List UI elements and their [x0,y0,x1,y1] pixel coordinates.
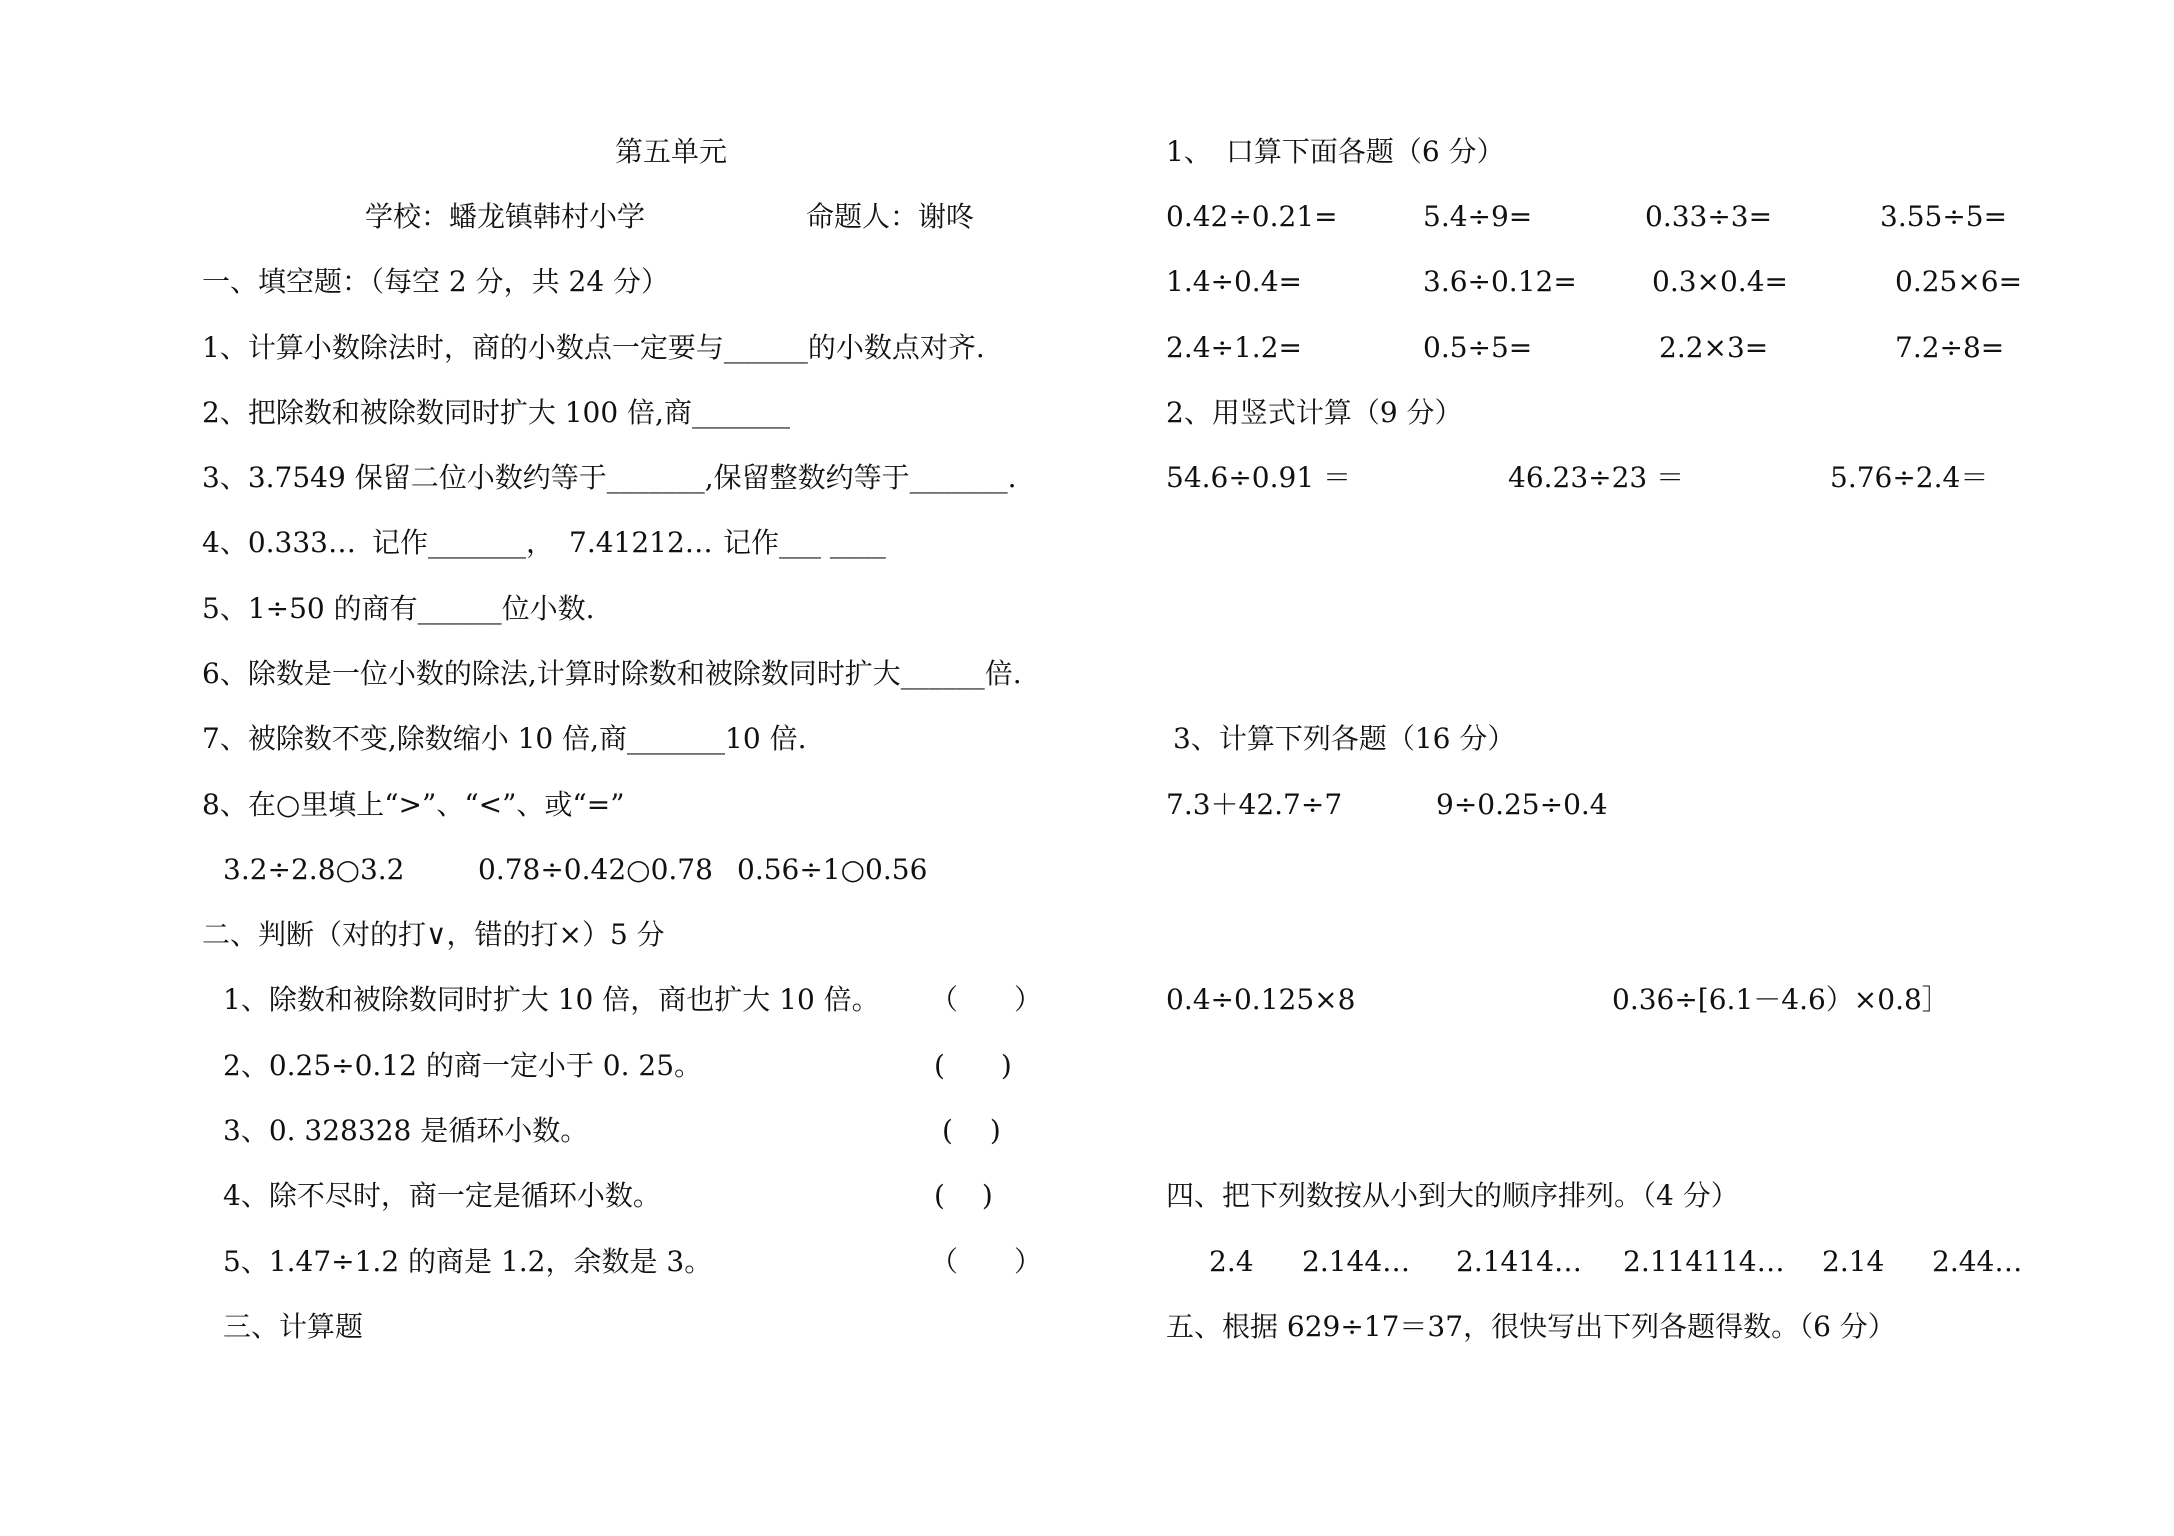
fill-q6: 6、除数是一位小数的除法,计算时除数和被除数同时扩大______倍. [202,657,1022,690]
unit-title: 第五单元 [615,135,728,168]
mental-math-r3c2: 0.5÷5= [1423,331,1533,364]
fill-q1: 1、计算小数除法时，商的小数点一定要与______的小数点对齐. [202,331,985,364]
school-name: 学校：蟠龙镇韩村小学 [365,200,646,233]
fill-q8: 8、在○里填上“>”、“<”、或“=” [202,788,625,821]
judge-answer-5[interactable]: （ ） [930,1245,1043,1278]
author-name: 命题人：谢咚 [806,200,975,233]
compare-a: 3.2÷2.8○3.2 [223,853,405,886]
judge-answer-3[interactable]: ( ) [942,1114,1001,1147]
compare-c: 0.56÷1○0.56 [737,853,928,886]
fill-q4-part3: 7.41212… [569,526,713,559]
fill-q7: 7、被除数不变,除数缩小 10 倍,商_______10 倍. [202,722,807,755]
mental-math-heading: 1、 口算下面各题（6 分） [1166,135,1505,168]
section1-heading: 一、填空题：（每空 2 分，共 24 分） [202,265,670,298]
section2-heading: 二、判断（对的打∨，错的打×）5 分 [202,918,665,951]
judge-item-2: 2、0.25÷0.12 的商一定小于 0. 25。 [223,1049,703,1082]
judge-item-3: 3、0. 328328 是循环小数。 [223,1114,589,1147]
section3-heading: 三、计算题 [223,1310,364,1343]
vertical-calc-3: 5.76÷2.4＝ [1830,461,1989,494]
judge-item-4: 4、除不尽时，商一定是循环小数。 [223,1179,661,1212]
mental-math-r1c4: 3.55÷5= [1880,200,2008,233]
ordering-number-5: 2.14 [1822,1245,1885,1278]
judge-item-5: 5、1.47÷1.2 的商是 1.2，余数是 3。 [223,1245,713,1278]
vertical-calc-1: 54.6÷0.91 ＝ [1166,461,1352,494]
fill-q5: 5、1÷50 的商有______位小数. [202,592,595,625]
vertical-calc-2: 46.23÷23 ＝ [1508,461,1685,494]
compute-d: 0.36÷[6.1－4.6）×0.8］ [1612,983,1950,1016]
ordering-number-4: 2.114114… [1623,1245,1785,1278]
compute-b: 9÷0.25÷0.4 [1436,788,1608,821]
fill-q4-part4: 记作___ ____ [723,526,886,559]
fill-q4-part2: 记作_______， [372,526,555,559]
quick-answer-heading: 五、根据 629÷17＝37，很快写出下列各题得数。（6 分） [1166,1310,1896,1343]
fill-q3: 3、3.7549 保留二位小数约等于_______,保留整数约等于_______. [202,461,1017,494]
ordering-number-6: 2.44… [1932,1245,2023,1278]
mental-math-r3c1: 2.4÷1.2= [1166,331,1302,364]
mental-math-r2c4: 0.25×6= [1895,265,2023,298]
ordering-number-3: 2.1414… [1456,1245,1582,1278]
mental-math-r2c3: 0.3×0.4= [1652,265,1788,298]
compute-a: 7.3＋42.7÷7 [1166,788,1343,821]
judge-item-1: 1、除数和被除数同时扩大 10 倍，商也扩大 10 倍。 [223,983,880,1016]
ordering-number-2: 2.144… [1302,1245,1411,1278]
ordering-heading: 四、把下列数按从小到大的顺序排列。（4 分） [1166,1179,1739,1212]
mental-math-r1c1: 0.42÷0.21= [1166,200,1338,233]
mental-math-r2c2: 3.6÷0.12= [1423,265,1577,298]
mental-math-r3c4: 7.2÷8= [1895,331,2005,364]
ordering-number-1: 2.4 [1209,1245,1254,1278]
fill-q2: 2、把除数和被除数同时扩大 100 倍,商_______ [202,396,790,429]
judge-answer-1[interactable]: （ ） [930,983,1043,1016]
compute-heading: 3、计算下列各题（16 分） [1173,722,1516,755]
fill-q4-part1: 4、0.333… [202,526,356,559]
mental-math-r2c1: 1.4÷0.4= [1166,265,1302,298]
mental-math-r1c2: 5.4÷9= [1423,200,1533,233]
judge-answer-4[interactable]: ( ) [934,1179,993,1212]
vertical-calc-heading: 2、用竖式计算（9 分） [1166,396,1463,429]
mental-math-r1c3: 0.33÷3= [1645,200,1773,233]
mental-math-r3c3: 2.2×3= [1659,331,1769,364]
judge-answer-2[interactable]: ( ) [934,1049,1012,1082]
compute-c: 0.4÷0.125×8 [1166,983,1356,1016]
compare-b: 0.78÷0.42○0.78 [478,853,713,886]
